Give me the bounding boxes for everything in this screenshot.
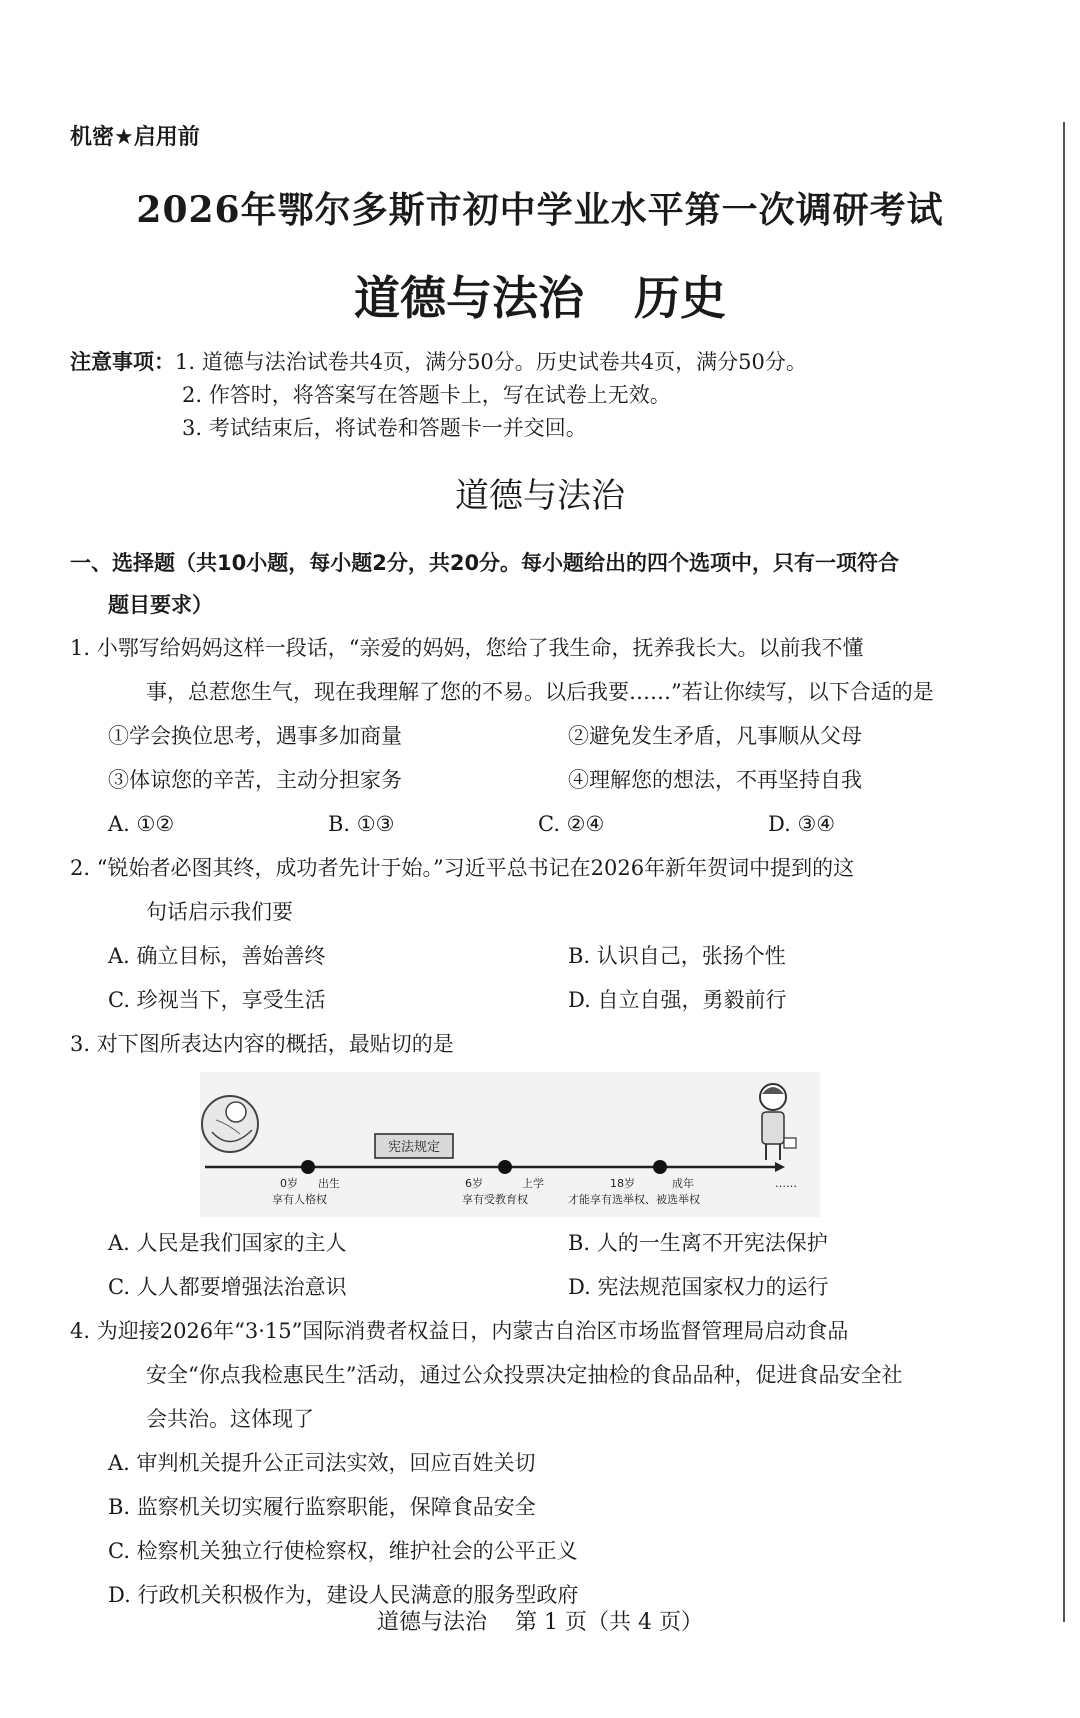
option-list bbox=[70, 934, 990, 1022]
statement: ③体谅您的辛苦，主动分担家务 bbox=[108, 768, 402, 792]
option-c: C. 珍视当下，享受生活 bbox=[108, 988, 326, 1012]
part-one-heading bbox=[70, 542, 990, 626]
timeline-ellipsis: …… bbox=[775, 1177, 797, 1190]
notice-label: 注意事项： bbox=[70, 350, 175, 374]
stem-line: 事，总惹您生气，现在我理解了您的不易。以后我要……”若让你续写，以下合适的是 bbox=[146, 680, 934, 704]
option-a: A. 审判机关提升公正司法实效，回应百姓关切 bbox=[108, 1451, 536, 1475]
option-c: C. 检察机关独立行使检察权，维护社会的公平正义 bbox=[108, 1539, 578, 1563]
statement: ②避免发生矛盾，凡事顺从父母 bbox=[568, 724, 862, 748]
option-d: D. 自立自强，勇毅前行 bbox=[568, 988, 787, 1012]
option-b: B. ①③ bbox=[328, 812, 395, 836]
notice-item: 1. 道德与法治试卷共4页，满分50分。历史试卷共4页，满分50分。 bbox=[175, 350, 807, 374]
subject-moral-law: 道德与法治 bbox=[354, 271, 584, 325]
option-c: C. 人人都要增强法治意识 bbox=[108, 1275, 347, 1299]
option-d: D. 宪法规范国家权力的运行 bbox=[568, 1275, 829, 1299]
question-2 bbox=[70, 846, 990, 1022]
notice-item: 3. 考试结束后，将试卷和答题卡一并交回。 bbox=[182, 416, 587, 440]
box-label-text: 宪法规定 bbox=[387, 1140, 441, 1155]
option-b: B. 认识自己，张扬个性 bbox=[568, 944, 786, 968]
statement: ④理解您的想法，不再坚持自我 bbox=[568, 768, 862, 792]
right-label: 享有人格权 bbox=[272, 1193, 327, 1206]
statement-list bbox=[70, 714, 990, 802]
footer-subject: 道德与法治 bbox=[377, 1610, 488, 1635]
event-label: 出生 bbox=[318, 1177, 340, 1190]
option-d: D. ③④ bbox=[768, 812, 836, 836]
timeline-point-school bbox=[498, 1160, 512, 1174]
notice-block bbox=[70, 346, 807, 445]
question-stem bbox=[70, 1022, 990, 1066]
age-label: 6岁 bbox=[465, 1177, 483, 1190]
question-3 bbox=[70, 1022, 990, 1309]
statement: ①学会换位思考，遇事多加商量 bbox=[108, 724, 402, 748]
stem-line: 2. “锐始者必图其终，成功者先计于始。”习近平总书记在2026年新年贺词中提到的这 bbox=[70, 856, 855, 880]
subject-history: 历史 bbox=[634, 271, 726, 325]
notice-item: 2. 作答时，将答案写在答题卡上，写在试卷上无效。 bbox=[182, 383, 671, 407]
question-4 bbox=[70, 1309, 990, 1617]
stem-line: 会共治。这体现了 bbox=[146, 1407, 314, 1431]
option-list bbox=[70, 1221, 990, 1309]
timeline-point-birth bbox=[301, 1160, 315, 1174]
page-footer bbox=[0, 1605, 1080, 1636]
question-stem bbox=[70, 846, 990, 934]
stem-line: 1. 小鄂写给妈妈这样一段话，“亲爱的妈妈，您给了我生命，抚养我长大。以前我不懂 bbox=[70, 636, 864, 660]
baby-icon bbox=[202, 1096, 258, 1152]
part-heading-line: 题目要求） bbox=[108, 593, 213, 617]
stem-line: 4. 为迎接2026年“3·15”国际消费者权益日，内蒙古自治区市场监督管理局启动食品 bbox=[70, 1319, 849, 1343]
option-a: A. ①② bbox=[108, 812, 175, 836]
event-label: 成年 bbox=[672, 1177, 694, 1190]
option-a: A. 确立目标，善始善终 bbox=[108, 944, 326, 968]
option-b: B. 人的一生离不开宪法保护 bbox=[568, 1231, 828, 1255]
option-c: C. ②④ bbox=[538, 812, 605, 836]
option-a: A. 人民是我们国家的主人 bbox=[108, 1231, 347, 1255]
rights-timeline-diagram bbox=[200, 1072, 820, 1217]
timeline-svg bbox=[200, 1072, 820, 1217]
option-b: B. 监察机关切实履行监察职能，保障食品安全 bbox=[108, 1495, 536, 1519]
right-label: 才能享有选举权、被选举权 bbox=[568, 1193, 700, 1206]
stem-line: 安全“你点我检惠民生”活动，通过公众投票决定抽检的食品品种，促进食品安全社 bbox=[146, 1363, 903, 1387]
box-label bbox=[375, 1134, 453, 1158]
option-list bbox=[70, 802, 990, 846]
age-label: 18岁 bbox=[610, 1177, 635, 1190]
age-label: 0岁 bbox=[280, 1177, 298, 1190]
exam-title: 2026年鄂尔多斯市初中学业水平第一次调研考试 bbox=[136, 189, 944, 231]
question-1 bbox=[70, 626, 990, 846]
option-d: D. 行政机关积极作为，建设人民满意的服务型政府 bbox=[108, 1583, 579, 1607]
event-label: 上学 bbox=[522, 1177, 544, 1190]
timeline-point-adult bbox=[653, 1160, 667, 1174]
page-edge-rule bbox=[1063, 122, 1065, 1622]
stem-line: 3. 对下图所表达内容的概括，最贴切的是 bbox=[70, 1032, 454, 1056]
right-label: 享有受教育权 bbox=[462, 1193, 528, 1206]
stem-line: 句话启示我们要 bbox=[146, 900, 293, 924]
footer-page-info: 第 1 页（共 4 页） bbox=[515, 1610, 703, 1635]
section-title: 道德与法治 bbox=[455, 476, 625, 516]
secret-mark: 机密★启用前 bbox=[70, 125, 200, 150]
part-heading-line: 一、选择题（共10小题，每小题2分，共20分。每小题给出的四个选项中，只有一项符合 bbox=[70, 551, 900, 575]
question-stem bbox=[70, 626, 990, 714]
question-stem bbox=[70, 1309, 990, 1441]
subject-title bbox=[0, 262, 1080, 328]
questions bbox=[70, 542, 990, 1617]
